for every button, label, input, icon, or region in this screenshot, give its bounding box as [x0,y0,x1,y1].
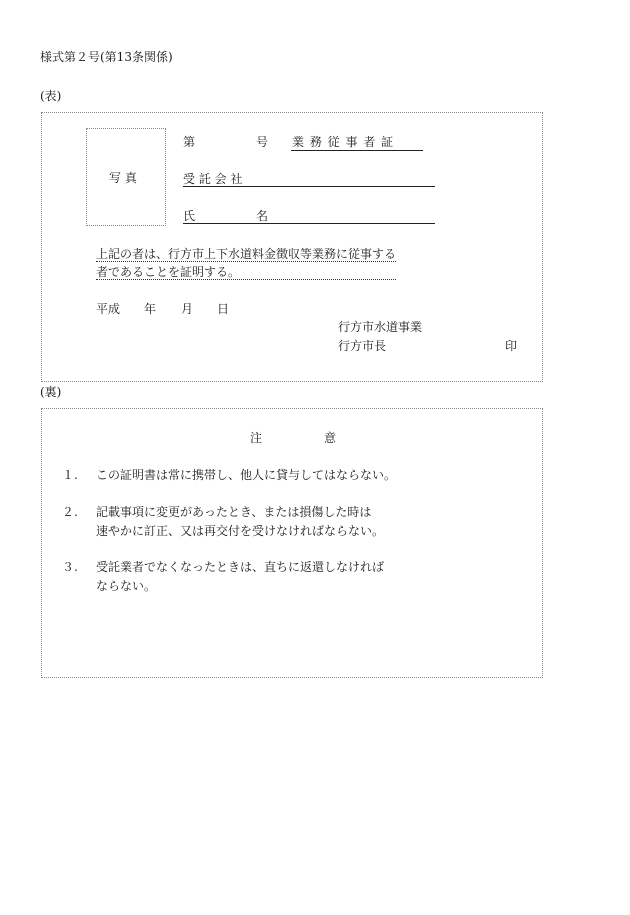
front-label: (表) [40,89,62,103]
notice-item-number: ２. [62,505,78,519]
name-label-2: 名 [256,209,269,223]
company-line [183,186,435,187]
number-suffix: 号 [256,135,269,149]
notice-item-text-continued: 速やかに訂正、又は再交付を受けなければならない。 [96,524,385,538]
back-label: (裏) [40,385,62,399]
date-month: 月 [181,302,194,316]
photo-label: 写 真 [109,171,137,185]
notice-item-number: ３. [62,560,78,574]
photo-box [86,128,166,226]
notice-heading-1: 注 [250,431,263,445]
issuer-title: 行方市長 [338,339,387,353]
notice-heading-2: 意 [324,431,337,445]
front-card [41,112,543,382]
card-title: 業 務 従 事 者 証 [292,135,395,149]
certify-dotline-1 [96,261,396,262]
date-year: 年 [144,302,157,316]
certify-line-1: 上記の者は、行方市上下水道料金徴収等業務に従事する [96,247,397,261]
notice-item-text-continued: ならない。 [96,579,157,593]
name-line [183,223,435,224]
notice-item-text: この証明書は常に携帯し、他人に貸与してはならない。 [96,468,397,482]
title-underline [291,150,423,151]
notice-item-number: １. [62,468,78,482]
company-label: 受 託 会 社 [183,172,243,186]
number-prefix: 第 [183,135,196,149]
issuer-org: 行方市水道事業 [338,320,423,334]
certify-dotline-2 [96,279,396,280]
seal-mark: 印 [505,339,518,353]
date-day: 日 [217,302,230,316]
back-card [41,408,543,678]
notice-item-text: 記載事項に変更があったとき、または損傷した時は [96,505,372,519]
name-label-1: 氏 [183,209,196,223]
notice-item-text: 受託業者でなくなったときは、直ちに返還しなければ [96,560,385,574]
certify-line-2: 者であることを証明する。 [96,265,241,279]
date-era: 平成 [96,302,121,316]
form-title: 様式第２号(第13条関係) [40,50,173,64]
